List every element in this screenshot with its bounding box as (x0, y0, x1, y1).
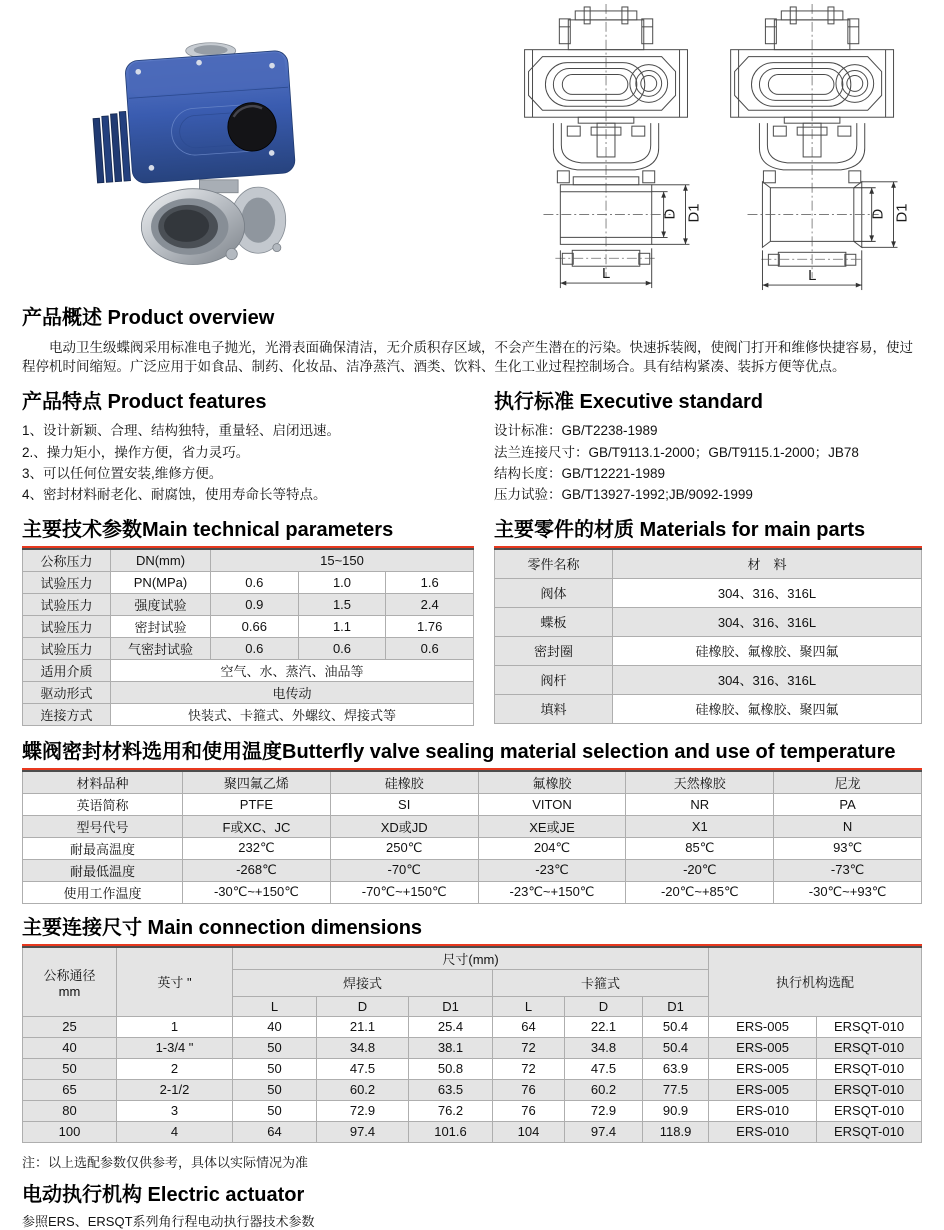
tech-params-table (22, 548, 474, 726)
cell: 40 (23, 1037, 117, 1058)
cell: 2.4 (386, 593, 474, 615)
cell: 34.8 (317, 1037, 409, 1058)
cell: 1.76 (386, 615, 474, 637)
table-row (495, 636, 922, 665)
cell: 0.9 (211, 593, 299, 615)
cell: 填料 (495, 694, 613, 723)
dimensions-table (22, 946, 922, 1143)
cell: ERS-005 (709, 1058, 817, 1079)
table-row (23, 571, 474, 593)
sealing-title: 蝶阀密封材料选用和使用温度Butterfly valve sealing material selection and use of temperature (22, 740, 896, 763)
cell: 118.9 (643, 1121, 709, 1142)
cell: 40 (233, 1016, 317, 1037)
standards-list (494, 420, 922, 505)
cell: 15~150 (211, 549, 474, 572)
cell: 232℃ (183, 837, 331, 859)
cell: 0.6 (298, 637, 386, 659)
dimension-drawing-clamp-icon (718, 2, 934, 298)
features-standards-row (0, 390, 944, 505)
cell: 0.6 (211, 637, 299, 659)
cell: -20℃~+85℃ (626, 881, 774, 903)
cell: 空气、水、蒸汽、油品等 (111, 659, 474, 681)
cell: 氟橡胶 (478, 771, 626, 794)
table-row (23, 659, 474, 681)
cell: 耐最低温度 (23, 859, 183, 881)
header-dn-line2: mm (58, 983, 81, 999)
cell: ERS-005 (709, 1079, 817, 1100)
technical-drawings (512, 2, 934, 298)
hero-section (0, 0, 944, 296)
cell: N (774, 815, 922, 837)
cell: 硅橡胶、氟橡胶、聚四氟 (613, 694, 922, 723)
table-row (23, 703, 474, 725)
cell: 气密封试验 (111, 637, 211, 659)
cell: 0.6 (211, 571, 299, 593)
cell: 77.5 (643, 1079, 709, 1100)
cell: 蝶板 (495, 607, 613, 636)
table-row (495, 665, 922, 694)
cell: 快装式、卡箍式、外螺纹、焊接式等 (111, 703, 474, 725)
cell: 60.2 (317, 1079, 409, 1100)
cell: -268℃ (183, 859, 331, 881)
table-row (23, 793, 922, 815)
cell: 型号代号 (23, 815, 183, 837)
cell: 76.2 (409, 1100, 493, 1121)
cell: 304、316、316L (613, 665, 922, 694)
cell: -30℃~+150℃ (183, 881, 331, 903)
header-cell: L (493, 996, 565, 1016)
cell: 强度试验 (111, 593, 211, 615)
cell: 304、316、316L (613, 578, 922, 607)
cell: 3 (117, 1100, 233, 1121)
cell: 25 (23, 1016, 117, 1037)
header-cell: D (565, 996, 643, 1016)
cell: 63.9 (643, 1058, 709, 1079)
cell: 1.1 (298, 615, 386, 637)
dim-label-d1: D1 (894, 203, 911, 223)
cell: 1-3/4 " (117, 1037, 233, 1058)
tech-params-section (22, 518, 474, 726)
materials-table (494, 548, 922, 724)
cell: 2 (117, 1058, 233, 1079)
cell: 4 (117, 1121, 233, 1142)
cell: PA (774, 793, 922, 815)
table-row (23, 681, 474, 703)
cell: 72.9 (317, 1100, 409, 1121)
cell: 阀杆 (495, 665, 613, 694)
overview-body: 电动卫生级蝶阀采用标准电子抛光，光滑表面确保清洁，无介质积存区域，不会产生潜在的污染。快速拆装阀，使阀门打开和维修快捷容易，使过程停机时间缩短。广泛应用于如食品、制药、化妆品、洁净蒸汽、酒类、饮料、生化工业过程控制场合。具有结构紧凑、装拆方便等优点。 (22, 340, 913, 375)
cell: 50 (233, 1079, 317, 1100)
cell: X1 (626, 815, 774, 837)
cell: 耐最高温度 (23, 837, 183, 859)
cell: 60.2 (565, 1079, 643, 1100)
cell: 80 (23, 1100, 117, 1121)
header-cell (23, 947, 117, 1017)
table-row (23, 593, 474, 615)
cell: 72 (493, 1037, 565, 1058)
product-photo (72, 14, 322, 286)
cell: 50.4 (643, 1037, 709, 1058)
table-row (23, 881, 922, 903)
electric-actuator-section (0, 1183, 944, 1230)
cell: 104 (493, 1121, 565, 1142)
overview-section (0, 306, 944, 376)
cell: 72.9 (565, 1100, 643, 1121)
cell: 50 (233, 1100, 317, 1121)
cell: ERS-005 (709, 1016, 817, 1037)
cell: -30℃~+93℃ (774, 881, 922, 903)
cell: ERS-010 (709, 1121, 817, 1142)
cell: VITON (478, 793, 626, 815)
dim-label-l: L (602, 266, 611, 283)
table-row (23, 1121, 922, 1142)
cell: 适用介质 (23, 659, 111, 681)
cell: 63.5 (409, 1079, 493, 1100)
table-row (23, 815, 922, 837)
cell: 50.8 (409, 1058, 493, 1079)
cell: 连接方式 (23, 703, 111, 725)
cell: 零件名称 (495, 549, 613, 579)
header-cell: 执行机构选配 (709, 947, 922, 1017)
dim-label-d1: D1 (686, 203, 703, 223)
cell: ERSQT-010 (817, 1121, 922, 1142)
cell: 试验压力 (23, 571, 111, 593)
cell: PTFE (183, 793, 331, 815)
cell: PN(MPa) (111, 571, 211, 593)
cell: 1.0 (298, 571, 386, 593)
cell: 93℃ (774, 837, 922, 859)
feature-item: 1、设计新颖、合理、结构独特，重量轻、启闭迅速。 (22, 423, 341, 439)
cell: -70℃ (330, 859, 478, 881)
cell: 38.1 (409, 1037, 493, 1058)
cell: 34.8 (565, 1037, 643, 1058)
standard-item: 设计标准：GB/T2238-1989 (494, 423, 658, 439)
standards-section (494, 390, 922, 505)
sealing-table (22, 770, 922, 904)
cell: XE或JE (478, 815, 626, 837)
feature-item: 4、密封材料耐老化、耐腐蚀，使用寿命长等特点。 (22, 487, 327, 503)
cell: 材 料 (613, 549, 922, 579)
cell: ERSQT-010 (817, 1016, 922, 1037)
cell: 204℃ (478, 837, 626, 859)
table-row (23, 637, 474, 659)
cell: 50 (233, 1037, 317, 1058)
electric-actuator-body: 参照ERS、ERSQT系列角行程电动执行器技术参数 (22, 1213, 315, 1229)
table-row (495, 549, 922, 579)
electric-actuator-title: 电动执行机构 Electric actuator (22, 1183, 305, 1206)
table-row (23, 549, 474, 572)
standard-item: 结构长度：GB/T12221-1989 (494, 465, 666, 481)
cell: 76 (493, 1100, 565, 1121)
cell: NR (626, 793, 774, 815)
cell: 50.4 (643, 1016, 709, 1037)
feature-item: 2.、操力矩小，操作方便，省力灵巧。 (22, 444, 250, 460)
cell: 72 (493, 1058, 565, 1079)
header-cell: 尺寸(mm) (233, 947, 709, 970)
cell: 47.5 (317, 1058, 409, 1079)
cell: 21.1 (317, 1016, 409, 1037)
cell: -70℃~+150℃ (330, 881, 478, 903)
cell: 试验压力 (23, 593, 111, 615)
header-cell: 卡箍式 (493, 969, 709, 996)
cell: 22.1 (565, 1016, 643, 1037)
table-row (23, 615, 474, 637)
dim-label-d: D (662, 208, 679, 220)
cell: 1.6 (386, 571, 474, 593)
cell: 97.4 (317, 1121, 409, 1142)
cell: 聚四氟乙烯 (183, 771, 331, 794)
header-dn-line1: 公称通径 (43, 967, 96, 983)
cell: 材料品种 (23, 771, 183, 794)
cell: ERS-005 (709, 1037, 817, 1058)
cell: 85℃ (626, 837, 774, 859)
standard-item: 法兰连接尺寸：GB/T9113.1-2000；GB/T9115.1-2000；JB78 (494, 444, 859, 460)
dimensions-section (0, 916, 944, 1143)
cell: DN(mm) (111, 549, 211, 572)
overview-title: 产品概述 Product overview (22, 307, 275, 329)
cell: 试验压力 (23, 637, 111, 659)
table-row (495, 607, 922, 636)
cell: 公称压力 (23, 549, 111, 572)
header-cell: 焊接式 (233, 969, 493, 996)
cell: 50 (233, 1058, 317, 1079)
features-list (22, 420, 474, 505)
cell: 25.4 (409, 1016, 493, 1037)
cell: 65 (23, 1079, 117, 1100)
dimension-drawing-weld-icon (512, 2, 708, 298)
cell: 64 (493, 1016, 565, 1037)
cell: -20℃ (626, 859, 774, 881)
header-cell: D1 (409, 996, 493, 1016)
cell: 250℃ (330, 837, 478, 859)
cell: ERSQT-010 (817, 1079, 922, 1100)
cell: 47.5 (565, 1058, 643, 1079)
table-header-row (23, 947, 922, 970)
cell: SI (330, 793, 478, 815)
cell: -23℃ (478, 859, 626, 881)
table-row (23, 1079, 922, 1100)
table-row (23, 859, 922, 881)
table-row (23, 1100, 922, 1121)
cell: -73℃ (774, 859, 922, 881)
cell: 0.66 (211, 615, 299, 637)
cell: 使用工作温度 (23, 881, 183, 903)
cell: 硅橡胶 (330, 771, 478, 794)
header-cell: 英寸 " (117, 947, 233, 1017)
cell: 100 (23, 1121, 117, 1142)
tech-materials-row (0, 518, 944, 726)
dimensions-note: 注：以上选配参数仅供参考，具体以实际情况为准 (22, 1154, 309, 1170)
cell: 1 (117, 1016, 233, 1037)
cell: 304、316、316L (613, 607, 922, 636)
table-row (23, 1058, 922, 1079)
cell: 电传动 (111, 681, 474, 703)
cell: ERSQT-010 (817, 1058, 922, 1079)
table-row (23, 1016, 922, 1037)
cell: ERSQT-010 (817, 1100, 922, 1121)
table-row (495, 694, 922, 723)
dim-label-l: L (808, 268, 817, 285)
table-row (23, 771, 922, 794)
cell: 101.6 (409, 1121, 493, 1142)
cell: 阀体 (495, 578, 613, 607)
electric-butterfly-valve-photo-icon (72, 14, 322, 286)
tech-params-title: 主要技术参数Main technical parameters (22, 518, 394, 541)
cell: 英语简称 (23, 793, 183, 815)
features-title: 产品特点 Product features (22, 391, 267, 414)
header-cell: D (317, 996, 409, 1016)
features-section (22, 390, 474, 505)
materials-section (494, 518, 922, 724)
cell: 76 (493, 1079, 565, 1100)
cell: 2-1/2 (117, 1079, 233, 1100)
cell: ERSQT-010 (817, 1037, 922, 1058)
header-cell: L (233, 996, 317, 1016)
cell: 试验压力 (23, 615, 111, 637)
cell: 密封试验 (111, 615, 211, 637)
materials-title: 主要零件的材质 Materials for main parts (494, 518, 866, 541)
dim-label-d: D (870, 208, 887, 220)
table-row (23, 837, 922, 859)
cell: 驱动形式 (23, 681, 111, 703)
sealing-section (0, 740, 944, 904)
header-cell: D1 (643, 996, 709, 1016)
cell: 尼龙 (774, 771, 922, 794)
cell: 硅橡胶、氟橡胶、聚四氟 (613, 636, 922, 665)
table-row (23, 1037, 922, 1058)
cell: XD或JD (330, 815, 478, 837)
standards-title: 执行标准 Executive standard (494, 391, 763, 414)
cell: 1.5 (298, 593, 386, 615)
cell: ERS-010 (709, 1100, 817, 1121)
cell: 64 (233, 1121, 317, 1142)
cell: 97.4 (565, 1121, 643, 1142)
cell: F或XC、JC (183, 815, 331, 837)
standard-item: 压力试验：GB/T13927-1992;JB/9092-1999 (494, 487, 753, 503)
cell: 0.6 (386, 637, 474, 659)
cell: 90.9 (643, 1100, 709, 1121)
feature-item: 3、可以任何位置安装,维修方便。 (22, 465, 223, 481)
cell: -23℃~+150℃ (478, 881, 626, 903)
table-row (495, 578, 922, 607)
dimensions-title: 主要连接尺寸 Main connection dimensions (22, 916, 423, 939)
cell: 密封圈 (495, 636, 613, 665)
cell: 50 (23, 1058, 117, 1079)
cell: 天然橡胶 (626, 771, 774, 794)
